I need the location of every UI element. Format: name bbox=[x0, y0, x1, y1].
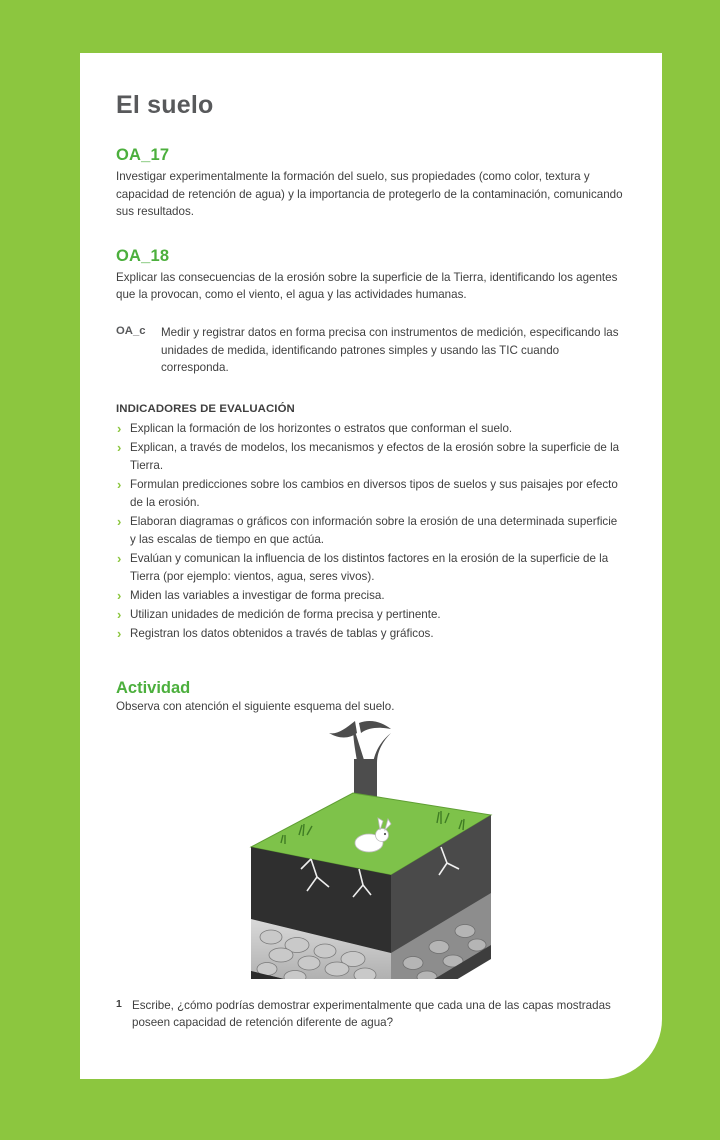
objective-text-17: Investigar experimentalmente la formación del suelo, sus propiedades (como color, textura y capacidad de retención de agua) y la importancia de protegerlo de la contaminación, comunicando sus resultados. bbox=[116, 170, 623, 219]
question-number: 1 bbox=[116, 997, 122, 1010]
objective-text-18: Explicar las consecuencias de la erosión sobre la superficie de la Tierra, identificando los agentes que la provocan, como el viento, el agua y las actividades humanas. bbox=[116, 270, 618, 302]
list-item: › Evalúan y comunican la influencia de los distintos factores en la erosión de la superficie de la Tierra (por ejemplo: vientos, agua, seres vivos). bbox=[116, 550, 626, 586]
objective-text-c: Medir y registrar datos en forma precisa con instrumentos de medición, especificando las unidades de medida, identificando patrones simples y usando las TIC cuando corresponda. bbox=[161, 326, 619, 375]
activity-question bbox=[116, 997, 626, 1033]
objective-block-18 bbox=[116, 247, 626, 304]
list-item: › Explican, a través de modelos, los mecanismos y efectos de la erosión sobre la superficie de la Tierra. bbox=[116, 439, 626, 475]
activity-title: Actividad bbox=[116, 678, 191, 697]
list-item: › Explican la formación de los horizontes o estratos que conforman el suelo. bbox=[116, 420, 626, 438]
list-item: › Miden las variables a investigar de forma precisa. bbox=[116, 587, 626, 605]
list-item: › Elaboran diagramas o gráficos con información sobre la erosión de una determinada superficie y las escalas de tiempo en que actúa. bbox=[116, 513, 626, 549]
objective-block-c bbox=[116, 324, 626, 377]
page-title: El suelo bbox=[116, 91, 214, 119]
question-text: Escribe, ¿cómo podrías demostrar experimentalmente que cada una de las capas mostradas poseen capacidad de retención diferente de agua? bbox=[132, 998, 611, 1030]
soil-profile-diagram bbox=[116, 719, 626, 979]
objective-block-17 bbox=[116, 146, 626, 221]
list-item: › Formulan predicciones sobre los cambios en diversos tipos de suelos y sus paisajes por efecto de la erosión. bbox=[116, 476, 626, 512]
objective-code-c: OA_c bbox=[116, 325, 146, 338]
list-item: › Utilizan unidades de medición de forma precisa y pertinente. bbox=[116, 606, 626, 624]
activity-instruction: Observa con atención el siguiente esquema del suelo. bbox=[116, 699, 395, 713]
objective-code-17: OA_17 bbox=[116, 146, 170, 164]
objective-code-18: OA_18 bbox=[116, 246, 170, 265]
list-item: › Registran los datos obtenidos a través de tablas y gráficos. bbox=[116, 625, 626, 643]
indicators-title: INDICADORES DE EVALUACIÓN bbox=[116, 402, 295, 415]
indicators-list bbox=[116, 420, 626, 643]
document-page bbox=[80, 53, 662, 1079]
